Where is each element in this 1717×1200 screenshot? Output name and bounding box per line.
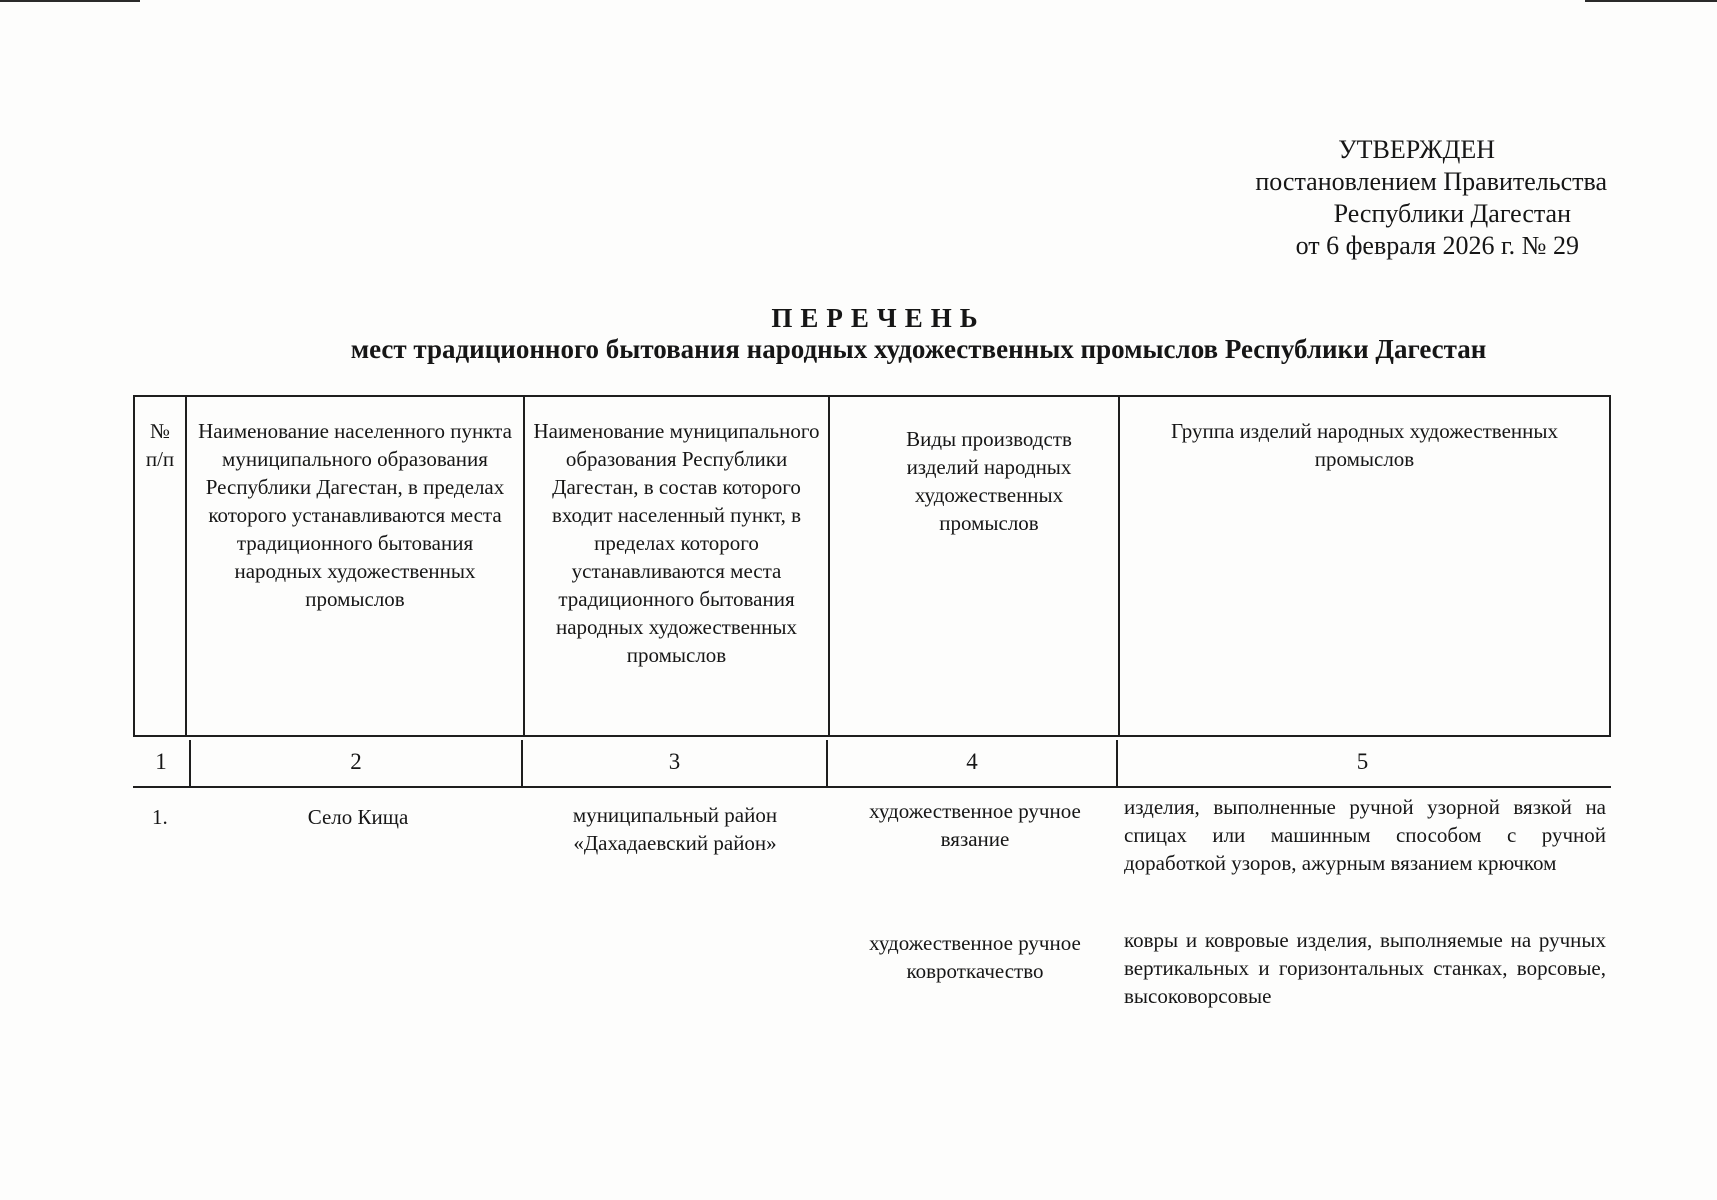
header-cell-craft-type: Виды производств изделий народных художественных промыслов xyxy=(830,397,1120,735)
scan-edge-top-right xyxy=(1585,0,1717,2)
table-header xyxy=(133,395,1611,737)
column-number: 1 xyxy=(133,740,191,786)
column-number: 4 xyxy=(828,740,1118,786)
approval-block xyxy=(1187,134,1607,262)
approval-line: Республики Дагестан xyxy=(1333,199,1571,228)
product-group: изделия, выполненные ручной узорной вязкой на спицах или машинным способом с ручной доработкой узоров, ажурным вязанием крючком xyxy=(1124,795,1606,875)
row-number: 1. xyxy=(152,805,168,829)
product-group: ковры и ковровые изделия, выполняемые на ручных вертикальных и горизонтальных станках, ворсовые, высоковорсовые xyxy=(1124,928,1606,1008)
approval-heading: УТВЕРЖДЕН xyxy=(1338,135,1495,164)
column-number: 2 xyxy=(191,740,523,786)
column-number: 5 xyxy=(1356,749,1369,774)
approval-line: постановлением Правительства xyxy=(1255,167,1607,196)
municipality-name: муниципальный район «Дахадаевский район» xyxy=(572,803,778,855)
settlement-name: Село Кища xyxy=(307,805,409,829)
document-subtitle: мест традиционного бытования народных художественных промыслов Республики Дагестан xyxy=(350,334,1487,364)
header-cell-settlement: Наименование населенного пункта муниципального образования Республики Дагестан, в пределах которого устанавливаются места традиционного бытования народных художественных промыслов xyxy=(187,397,525,735)
column-number: 3 xyxy=(523,740,828,786)
scan-edge-top-left xyxy=(0,0,140,2)
column-number-row xyxy=(133,740,1611,788)
craft-type: художественное ручное вязание xyxy=(869,799,1081,851)
document-title: ПЕРЕЧЕНЬ xyxy=(771,303,986,333)
header-cell-number: № п/п xyxy=(135,397,187,735)
approval-date: от 6 февраля 2026 г. № 29 xyxy=(1295,231,1579,260)
header-cell-product-group: Группа изделий народных художественных промыслов xyxy=(1170,419,1558,471)
header-cell-municipality: Наименование муниципального образования Республики Дагестан, в состав которого входит населенный пункт, в пределах которого устанавливаются места традиционного бытования народных художественных промыслов xyxy=(525,397,830,735)
craft-type: художественное ручное ковроткачество xyxy=(869,931,1081,983)
